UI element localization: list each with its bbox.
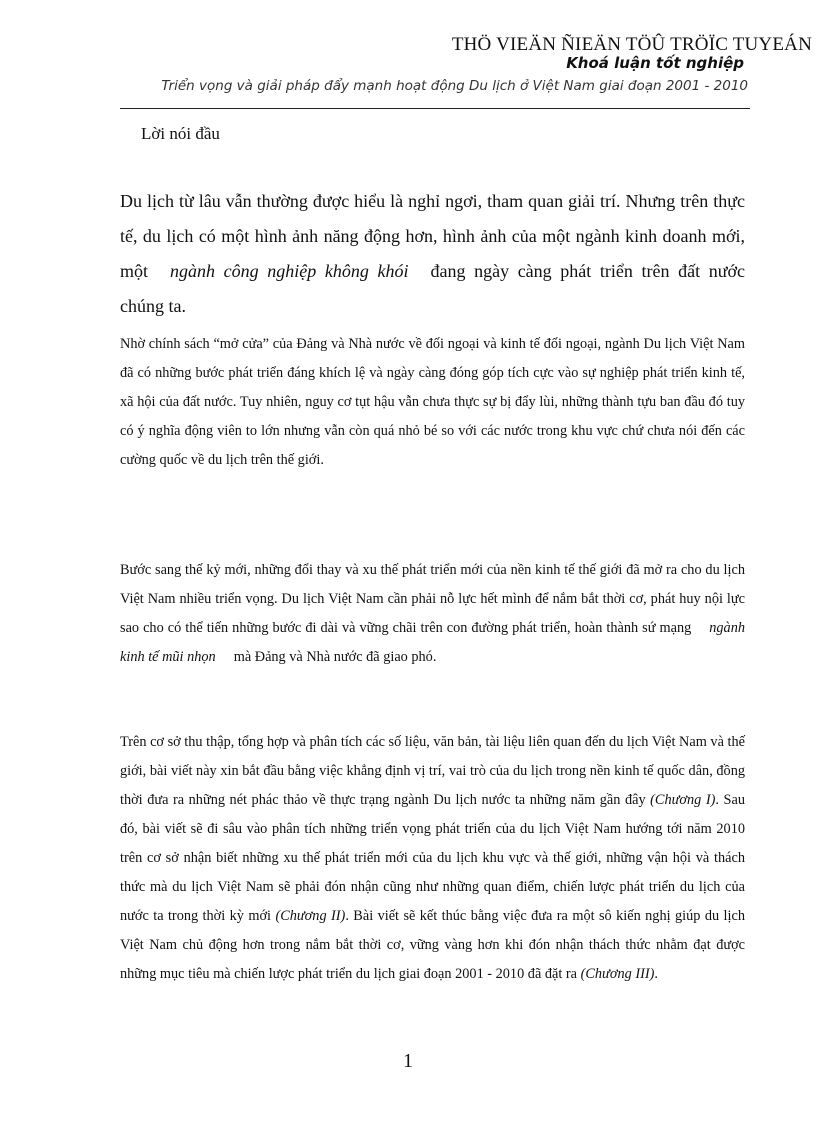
paragraph-2: Nhờ chính sách “mở cửa” của Đảng và Nhà nước về đối ngoại và kinh tế đối ngoại, ngành Du lịch Việt Nam đã có những bước phát triển đáng khích lệ và ngày càng đóng góp tích cực vào sự nghiệp phát triển kinh tế, xã hội của đất nước. Tuy nhiên, nguy cơ tụt hậu vẫn chưa thực sự bị đẩy lùi, những thành tựu ban đầu đó tuy có ý nghĩa động viên to lớn nhưng vẫn còn quá nhỏ bé so với các nước trong khu vực chứ chưa nói đến các cường quốc về du lịch trên thế giới. (120, 336, 745, 468)
paragraph-3 (120, 556, 745, 672)
chapter-ref-1: (Chương I) (650, 792, 716, 808)
paragraph-3-before: Bước sang thế kỷ mới, những đổi thay và xu thế phát triển mới của nền kinh tế thế giới đã mở ra cho du lịch Việt Nam nhiều triển vọng. Du lịch Việt Nam cần phải nỗ lực hết mình để nắm bắt thời cơ, phát huy nội lực sao cho có thể tiến những bước đi dài và vững chãi trên con đường phát triển, hoàn thành sứ mạng (120, 562, 745, 636)
intro-emphasis: ngành công nghiệp không khói (170, 261, 409, 281)
section-title: Lời nói đầu (141, 124, 220, 143)
chapter-ref-3: (Chương III) (580, 966, 655, 982)
intro-paragraph (120, 184, 745, 324)
paragraph-4-part1: Trên cơ sở thu thập, tổng hợp và phân tích các số liệu, văn bản, tài liệu liên quan đến du lịch Việt Nam và thế giới, bài viết này xin bắt đầu bằng việc khẳng định vị trí, vai trò của du lịch trong nền kinh tế quốc dân, đồng thời đưa ra những nét phác thảo về thực trạng ngành Du lịch nước ta những năm gần đây (120, 734, 745, 808)
paragraph-4-part2: . Sau đó, bài viết sẽ đi sâu vào phân tích những triển vọng phát triển của du lịch Việt Nam hướng tới năm 2010 trên cơ sở nhận biết những xu thế phát triển mới của du lịch khu vực và thế giới, những vận hội và thách thức mà du lịch Việt Nam sẽ phải đón nhận cũng như những quan điểm, chiến lược phát triển du lịch của nước ta trong thời kỳ mới (120, 792, 745, 924)
paragraph-4-end: . (654, 966, 658, 982)
paragraph-3-after: mà Đảng và Nhà nước đã giao phó. (233, 649, 437, 665)
intro-text-after: đang ngày càng phát triển trên đất nước chúng ta. (120, 261, 745, 316)
intro-text-before: Du lịch từ lâu vẫn thường được hiểu là nghỉ ngơi, tham quan giải trí. Nhưng trên thực tế, du lịch có một hình ảnh năng động hơn, hình ảnh của một ngành kinh doanh mới, một (120, 191, 745, 281)
page-number: 1 (403, 1050, 413, 1072)
paragraph-4 (120, 728, 745, 989)
watermark-text: THÖ VIEÄN ÑIEÄN TÖÛ TRÖÏC TUYEÁN (451, 34, 812, 55)
chapter-ref-2: (Chương II) (275, 908, 346, 924)
header-rule (120, 108, 750, 109)
paragraph-3-emphasis: ngành kinh tế mũi nhọn (120, 620, 745, 665)
header-title: Khoá luận tốt nghiệp (566, 54, 744, 72)
paragraph-4-part3: . Bài viết sẽ kết thúc bằng việc đưa ra một sô kiến nghị giúp du lịch Việt Nam chủ động hơn trong nắm bắt thời cơ, vững vàng hơn khi đón nhận thách thức nhằm đạt được những mục tiêu mà chiến lược phát triển du lịch giai đoạn 2001 - 2010 đã đặt ra (120, 908, 745, 982)
header-subtitle: Triển vọng và giải pháp đẩy mạnh hoạt động Du lịch ở Việt Nam giai đoạn 2001 - 2010 (161, 78, 748, 94)
